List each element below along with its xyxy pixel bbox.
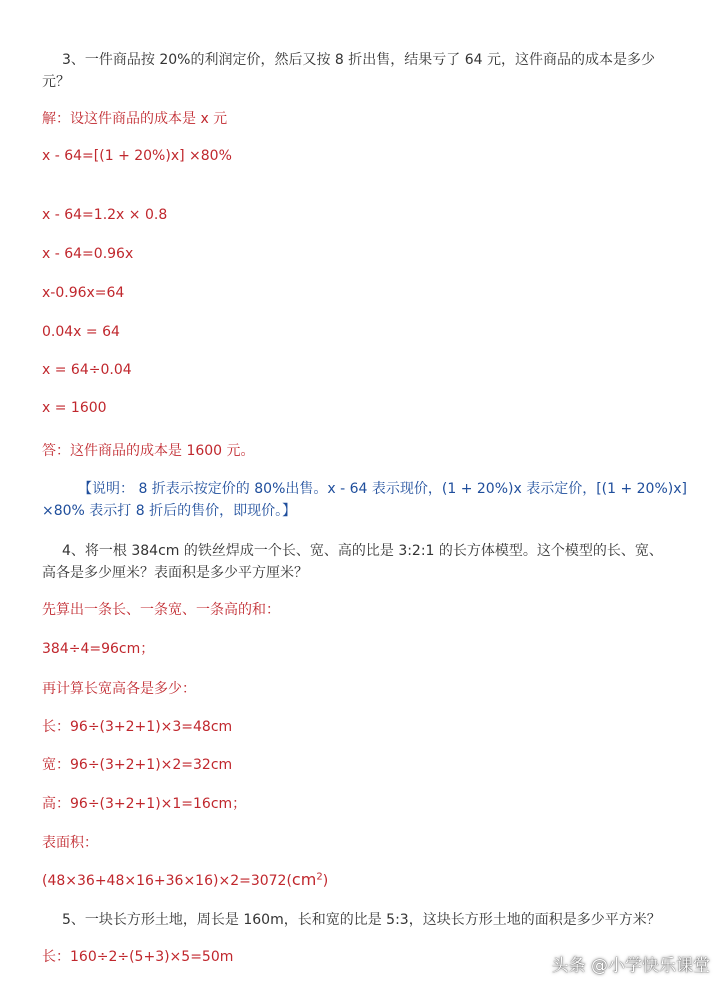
watermark: 头条 @小学快乐课堂 xyxy=(551,956,710,976)
solution-4-width: 宽：96÷(3+2+1)×2=32cm xyxy=(42,757,233,773)
solution-4-area xyxy=(42,870,328,889)
question-4-line-2: 高各是多少厘米？表面积是多少平方厘米？ xyxy=(42,565,308,581)
solution-3-let: 解：设这件商品的成本是 x 元 xyxy=(42,111,228,127)
solution-4-step-2-label: 再计算长宽高各是多少： xyxy=(42,681,196,697)
question-3-line-2: 元？ xyxy=(42,74,70,90)
solution-5-length: 长：160÷2÷(5+3)×5=50m xyxy=(42,949,234,965)
question-5-line-1: 5、一块长方形土地，周长是 160m，长和宽的比是 5:3，这块长方形土地的面积是多少平方米？ xyxy=(62,912,661,928)
solution-4-length: 长：96÷(3+2+1)×3=48cm xyxy=(42,719,233,735)
solution-3-step-2: x - 64=1.2x × 0.8 xyxy=(42,207,168,223)
solution-3-step-4: x-0.96x=64 xyxy=(42,285,125,301)
solution-4-step-1-label: 先算出一条长、一条宽、一条高的和： xyxy=(42,602,280,618)
solution-4-step-1: 384÷4=96cm； xyxy=(42,641,155,657)
area-unit: cm xyxy=(291,870,317,889)
question-3-line-1: 3、一件商品按 20%的利润定价，然后又按 8 折出售，结果亏了 64 元，这件商品的成本是多少 xyxy=(62,52,655,68)
area-close: ) xyxy=(322,873,329,889)
area-exponent: 2 xyxy=(316,871,323,883)
solution-3-step-1: x - 64=[(1 + 20%)x] ×80% xyxy=(42,148,232,164)
note-line-1: 【说明： 8 折表示按定价的 80%出售。x - 64 表示现价，(1 + 20%)x 表示定价，[(1 + 20%)x] xyxy=(78,481,687,497)
solution-3-step-7: x = 1600 xyxy=(42,400,107,416)
area-expression: (48×36+48×16+36×16)×2=3072( xyxy=(42,873,292,889)
question-4-line-1: 4、将一根 384cm 的铁丝焊成一个长、宽、高的比是 3:2:1 的长方体模型。这个模型的长、宽、 xyxy=(62,543,663,559)
solution-3-step-6: x = 64÷0.04 xyxy=(42,362,132,378)
solution-3-step-3: x - 64=0.96x xyxy=(42,246,134,262)
solution-4-area-label: 表面积： xyxy=(42,835,98,851)
solution-3-step-5: 0.04x = 64 xyxy=(42,324,120,340)
solution-4-height: 高：96÷(3+2+1)×1=16cm； xyxy=(42,796,247,812)
solution-3-answer: 答：这件商品的成本是 1600 元。 xyxy=(42,443,255,459)
note-line-2: ×80% 表示打 8 折后的售价，即现价。】 xyxy=(42,503,297,519)
